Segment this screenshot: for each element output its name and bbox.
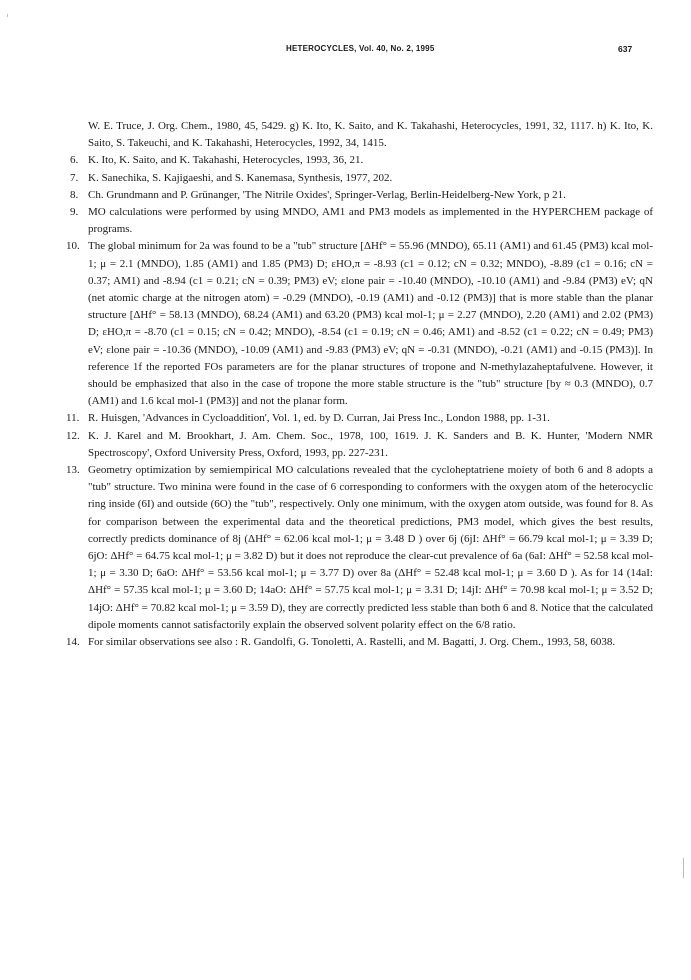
reference-text: K. J. Karel and M. Brookhart, J. Am. Chem. Soc., 1978, 100, 1619. J. K. Sanders and B. K. Hunter, 'Modern NMR Spectroscopy', Oxford University Press, Oxford, 1993, pp. 227-231. <box>88 429 653 459</box>
reference-number: 13. <box>66 464 80 477</box>
reference-item <box>70 152 653 169</box>
reference-item <box>66 462 653 634</box>
reference-text: R. Huisgen, 'Advances in Cycloaddition', Vol. 1, ed. by D. Curran, Jai Press Inc., London 1988, pp. 1-31. <box>88 412 550 425</box>
reference-item <box>66 410 653 427</box>
page-number: 637 <box>618 44 633 54</box>
reference-item <box>70 170 653 187</box>
reference-item <box>70 118 653 152</box>
reference-text: The global minimum for 2a was found to be a "tub" structure [ΔHf° = 55.96 (MNDO), 65.11 (AM1) and 61.45 (PM3) kcal mol-1; μ = 2.1 (MNDO), 1.85 (AM1) and 1.85 (PM3) D; εHO,π = -8.93 (c1 = 0.12; cN = 0.32; MNDO), -8.89 (c1 = 0.16; cN = 0.37; AM1) and -8.94 (c1 = 0.21; cN = 0.39; PM3) eV; εlone pair = -10.40 (MNDO), -10.10 (AM1) and -9.84 (PM3) eV; qN (net atomic charge at the nitrogen atom) = -0.29 (MNDO), -0.19 (AM1) and -0.12 (PM3)] that is more stable than the planar structure [ΔHf° = 58.13 (MNDO), 68.24 (AM1) and 63.20 (PM3) kcal mol-1; μ = 2.27 (MNDO), 2.20 (AM1) and 2.02 (PM3) D; εHO,π = -8.70 (c1 = 0.15; cN = 0.42; MNDO), -8.54 (c1 = 0.19; cN = 0.46; AM1) and -8.52 (c1 = 0.22; cN = 0.49; PM3) eV; εlone pair = -10.36 (MNDO), -10.09 (AM1) and -9.83 (PM3) eV; qN = -0.31 (MNDO), -0.21 (AM1) and -0.15 (PM3)]. In reference 1f the reported FOs parameters are for the planar structures of tropone and N-methylazaheptafulvene. However, it should be emphasized that also in the case of tropone the more stable structure is the "tub" structure [by ≈ 0.3 (MNDO), 0.7 (AM1) and 1.6 kcal mol-1 (PM3)] and not the planar form. <box>88 240 653 408</box>
reference-number: 7. <box>70 171 79 184</box>
reference-text: MO calculations were performed by using MNDO, AM1 and PM3 models as implemented in the HYPERCHEM package of programs. <box>88 206 653 236</box>
reference-number: 12. <box>66 429 80 442</box>
reference-number: 9. <box>70 206 79 219</box>
reference-list <box>66 118 653 651</box>
scan-edge-mark <box>7 14 8 17</box>
reference-number: 14. <box>66 636 80 649</box>
reference-number: 10. <box>66 240 80 253</box>
reference-text: Geometry optimization by semiempirical MO calculations revealed that the cycloheptatriene moiety of both 6 and 8 adopts a "tub" structure. Two minina were found in the case of 6 corresponding to conformers with the oxygen atom of the heterocyclic ring inside (6I) and outside (6O) the "tub", respectively. Only one minimum, with the oxygen atom outside, was found for 8. As for comparison between the experimental data and the theoretical predictions, PM3 model, which gives the best results, correctly predicts dominance of 8j (ΔHf° = 62.06 kcal mol-1; μ = 3.48 D ) over 6j (6jI: ΔHf° = 66.79 kcal mol-1; μ = 3.39 D; 6jO: ΔHf° = 64.75 kcal mol-1; μ = 3.82 D) but it does not reproduce the clear-cut prevalence of 6a (6aI: ΔHf° = 52.58 kcal mol-1; μ = 3.30 D; 6aO: ΔHf° = 53.56 kcal mol-1; μ = 3.77 D) over 8a (ΔHf° = 52.48 kcal mol-1; μ = 3.60 D ). As for 14 (14aI: ΔHf° = 57.35 kcal mol-1; μ = 3.60 D; 14aO: ΔHf° = 57.75 kcal mol-1; μ = 3.31 D; 14jI: ΔHf° = 70.98 kcal mol-1; μ = 3.52 D; 14jO: ΔHf° = 70.82 kcal mol-1; μ = 3.59 D), they are correctly predicted less stable than both 6 and 8. Notice that the calculated dipole moments cannot satisfactorily explain the observed solvent polarity effect on the 6/8 ratio. <box>88 464 653 631</box>
reference-number: 11. <box>66 412 80 425</box>
reference-item <box>66 634 653 651</box>
reference-item <box>70 204 653 238</box>
running-header: HETEROCYCLES, Vol. 40, No. 2, 1995 <box>286 44 435 53</box>
reference-text: K. Sanechika, S. Kajigaeshi, and S. Kanemasa, Synthesis, 1977, 202. <box>88 171 393 184</box>
reference-text: For similar observations see also : R. Gandolfi, G. Tonoletti, A. Rastelli, and M. Bagatti, J. Org. Chem., 1993, 58, 6038. <box>88 636 616 649</box>
reference-text: Ch. Grundmann and P. Grünanger, 'The Nitrile Oxides', Springer-Verlag, Berlin-Heidelberg-New York, p 21. <box>88 188 566 201</box>
reference-item <box>66 238 653 410</box>
reference-text: K. Ito, K. Saito, and K. Takahashi, Heterocycles, 1993, 36, 21. <box>88 154 364 167</box>
reference-item <box>66 428 653 462</box>
reference-number: 6. <box>70 154 79 167</box>
scan-edge-mark <box>683 858 684 878</box>
reference-text: W. E. Truce, J. Org. Chem., 1980, 45, 5429. g) K. Ito, K. Saito, and K. Takahashi, Heterocycles, 1991, 32, 1117. h) K. Ito, K. Saito, S. Takeuchi, and K. Takahashi, Heterocycles, 1992, 34, 1415. <box>88 120 653 150</box>
reference-item <box>70 187 653 204</box>
reference-number: 8. <box>70 188 79 201</box>
